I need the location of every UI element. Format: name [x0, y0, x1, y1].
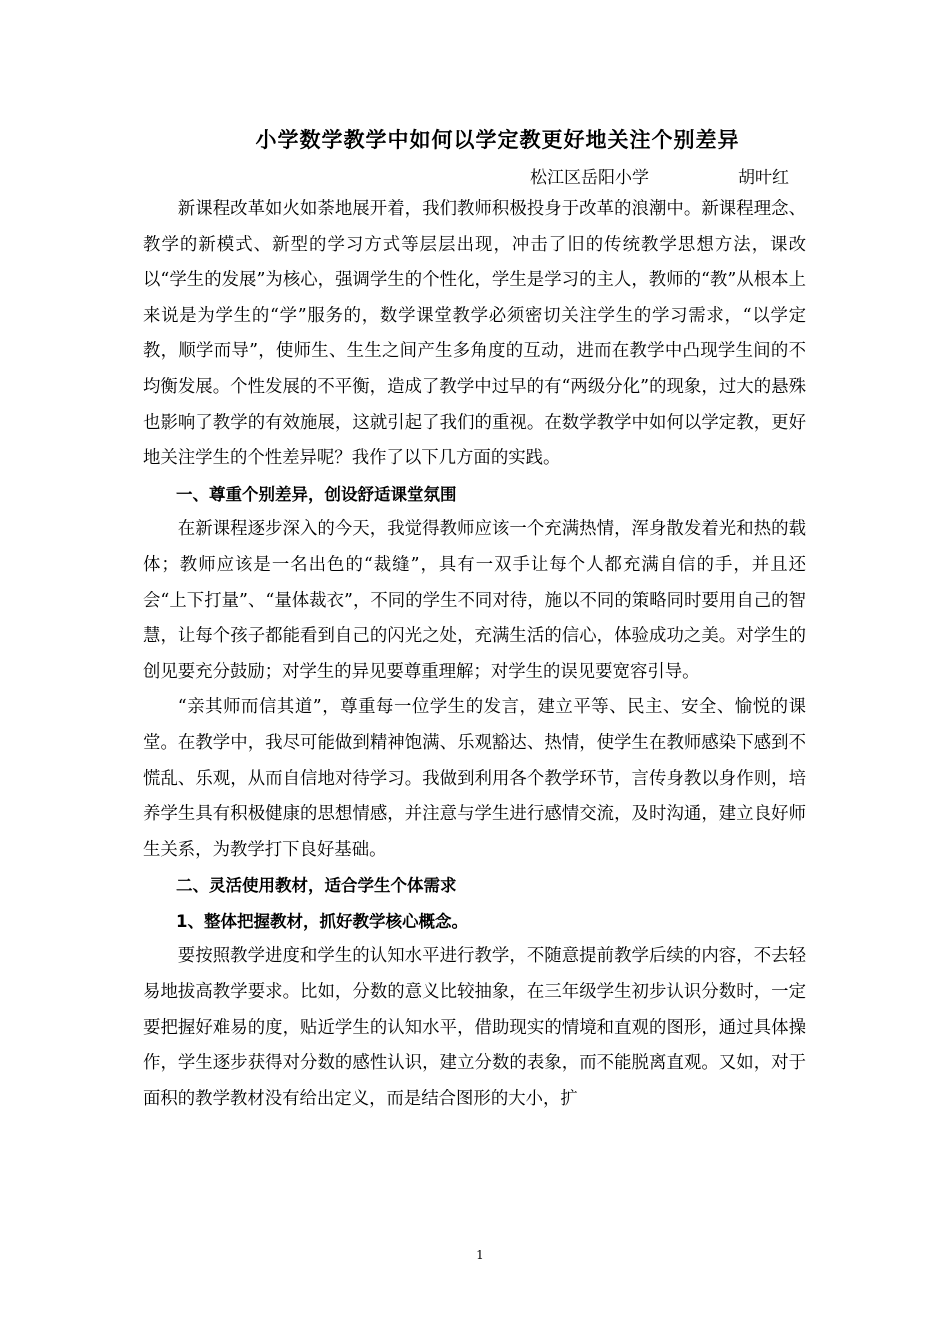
paragraph-intro: 新课程改革如火如荼地展开着，我们教师积极投身于改革的浪潮中。新课程理念、教学的新模式、新型的学习方式等层层出现，冲击了旧的传统教学思想方法，课改以“学生的发展”为核心，强调学生的个性化，学生是学习的主人，教师的“教”从根本上来说是为学生的“学”服务的，数学课堂教学必须密切关注学生的学习需求，“以学定教，顺学而导”，使师生、生生之间产生多角度的互动，进而在教学中凸现学生间的不均衡发展。个性发展的不平衡，造成了教学中过早的有“两级分化”的现象，过大的悬殊也影响了教学的有效施展，这就引起了我们的重视。在数学教学中如何以学定教，更好地关注学生的个性差异呢？我作了以下几方面的实践。 [143, 199, 806, 469]
document-body [143, 192, 806, 1117]
page-number: 1 [476, 1248, 484, 1262]
section-heading-2: 二、灵活使用教材，适合学生个体需求 [176, 876, 457, 896]
document-title: 小学数学教学中如何以学定教更好地关注个别差异 [255, 128, 740, 152]
paragraph-section2-a: 要按照教学进度和学生的认知水平进行教学，不随意提前教学后续的内容，不去轻易地拔高教学要求。比如，分数的意义比较抽象，在三年级学生初步认识分数时，一定要把握好难易的度，贴近学生的认知水平，借助现实的情境和直观的图形，通过具体操作，学生逐步获得对分数的感性认识，建立分数的表象，而不能脱离直观。又如，对于面积的教学教材没有给出定义，而是结合图形的大小，扩 [143, 946, 806, 1109]
section-heading-1: 一、尊重个别差异，创设舒适课堂氛围 [176, 484, 457, 504]
author-name: 胡叶红 [738, 168, 789, 188]
school-name: 松江区岳阳小学 [530, 168, 649, 188]
paragraph-section1-a: 在新课程逐步深入的今天，我觉得教师应该一个充满热情，浑身散发着光和热的载体；教师应该是一名出色的“裁缝”，具有一双手让每个人都充满自信的手，并且还会“上下打量”、“量体裁衣”，不同的学生不同对待，施以不同的策略同时要用自己的智慧，让每个孩子都能看到自己的闪光之处，充满生活的信心，体验成功之美。对学生的创见要充分鼓励；对学生的异见要尊重理解；对学生的误见要宽容引导。 [143, 519, 806, 682]
subsection-heading-2-1: 1、整体把握教材，抓好教学核心概念。 [176, 911, 468, 931]
paragraph-section1-b: “亲其师而信其道”，尊重每一位学生的发言，建立平等、民主、安全、愉悦的课堂。在教学中，我尽可能做到精神饱满、乐观豁达、热情，使学生在教师感染下感到不慌乱、乐观，从而自信地对待学习。我做到利用各个教学环节，言传身教以身作则，培养学生具有积极健康的思想情感，并注意与学生进行感情交流，及时沟通，建立良好师生关系，为教学打下良好基础。 [143, 697, 806, 860]
